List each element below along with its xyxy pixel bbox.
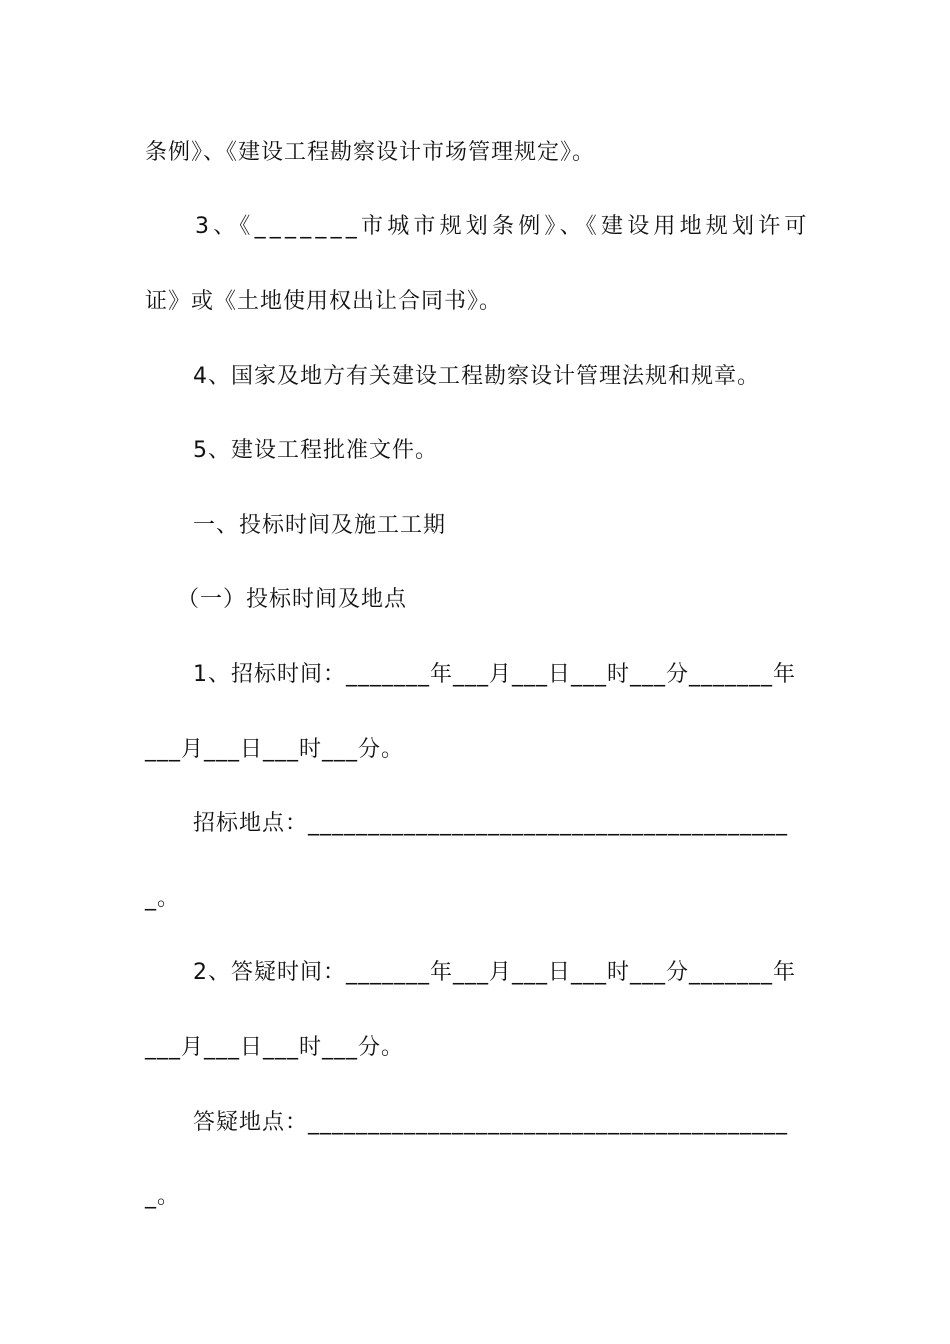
text-line-item-3-cont: 证》或《土地使用权出让合同书》。 bbox=[145, 289, 503, 314]
text-line-tender-place: 招标地点：________________________________________ bbox=[193, 811, 789, 836]
text-line-qa-time-cont: ___月___日___时___分。 bbox=[145, 1035, 405, 1060]
text-line-qa-time: 2、答疑时间：_______年___月___日___时___分_______年 bbox=[193, 960, 796, 985]
text-line-item-5: 5、建设工程批准文件。 bbox=[193, 438, 438, 463]
subsection-heading-bid-time-place: （一）投标时间及地点 bbox=[177, 587, 408, 612]
text-line-qa-place: 答疑地点：________________________________________ bbox=[193, 1110, 789, 1135]
text-line-regulations-end: 条例》、《建设工程勘察设计市场管理规定》。 bbox=[145, 140, 596, 165]
section-heading-bid-time: 一、投标时间及施工工期 bbox=[193, 513, 447, 538]
text-line-tender-place-cont: _。 bbox=[145, 886, 181, 911]
text-line-qa-place-cont: _。 bbox=[145, 1184, 181, 1209]
text-line-tender-time-cont: ___月___日___时___分。 bbox=[145, 737, 405, 762]
text-line-item-4: 4、国家及地方有关建设工程勘察设计管理法规和规章。 bbox=[193, 364, 760, 389]
text-line-tender-time: 1、招标时间：_______年___月___日___时___分_______年 bbox=[193, 662, 796, 687]
text-line-item-3: 3、《_______市城市规划条例》、《建设用地规划许可 bbox=[195, 214, 811, 239]
